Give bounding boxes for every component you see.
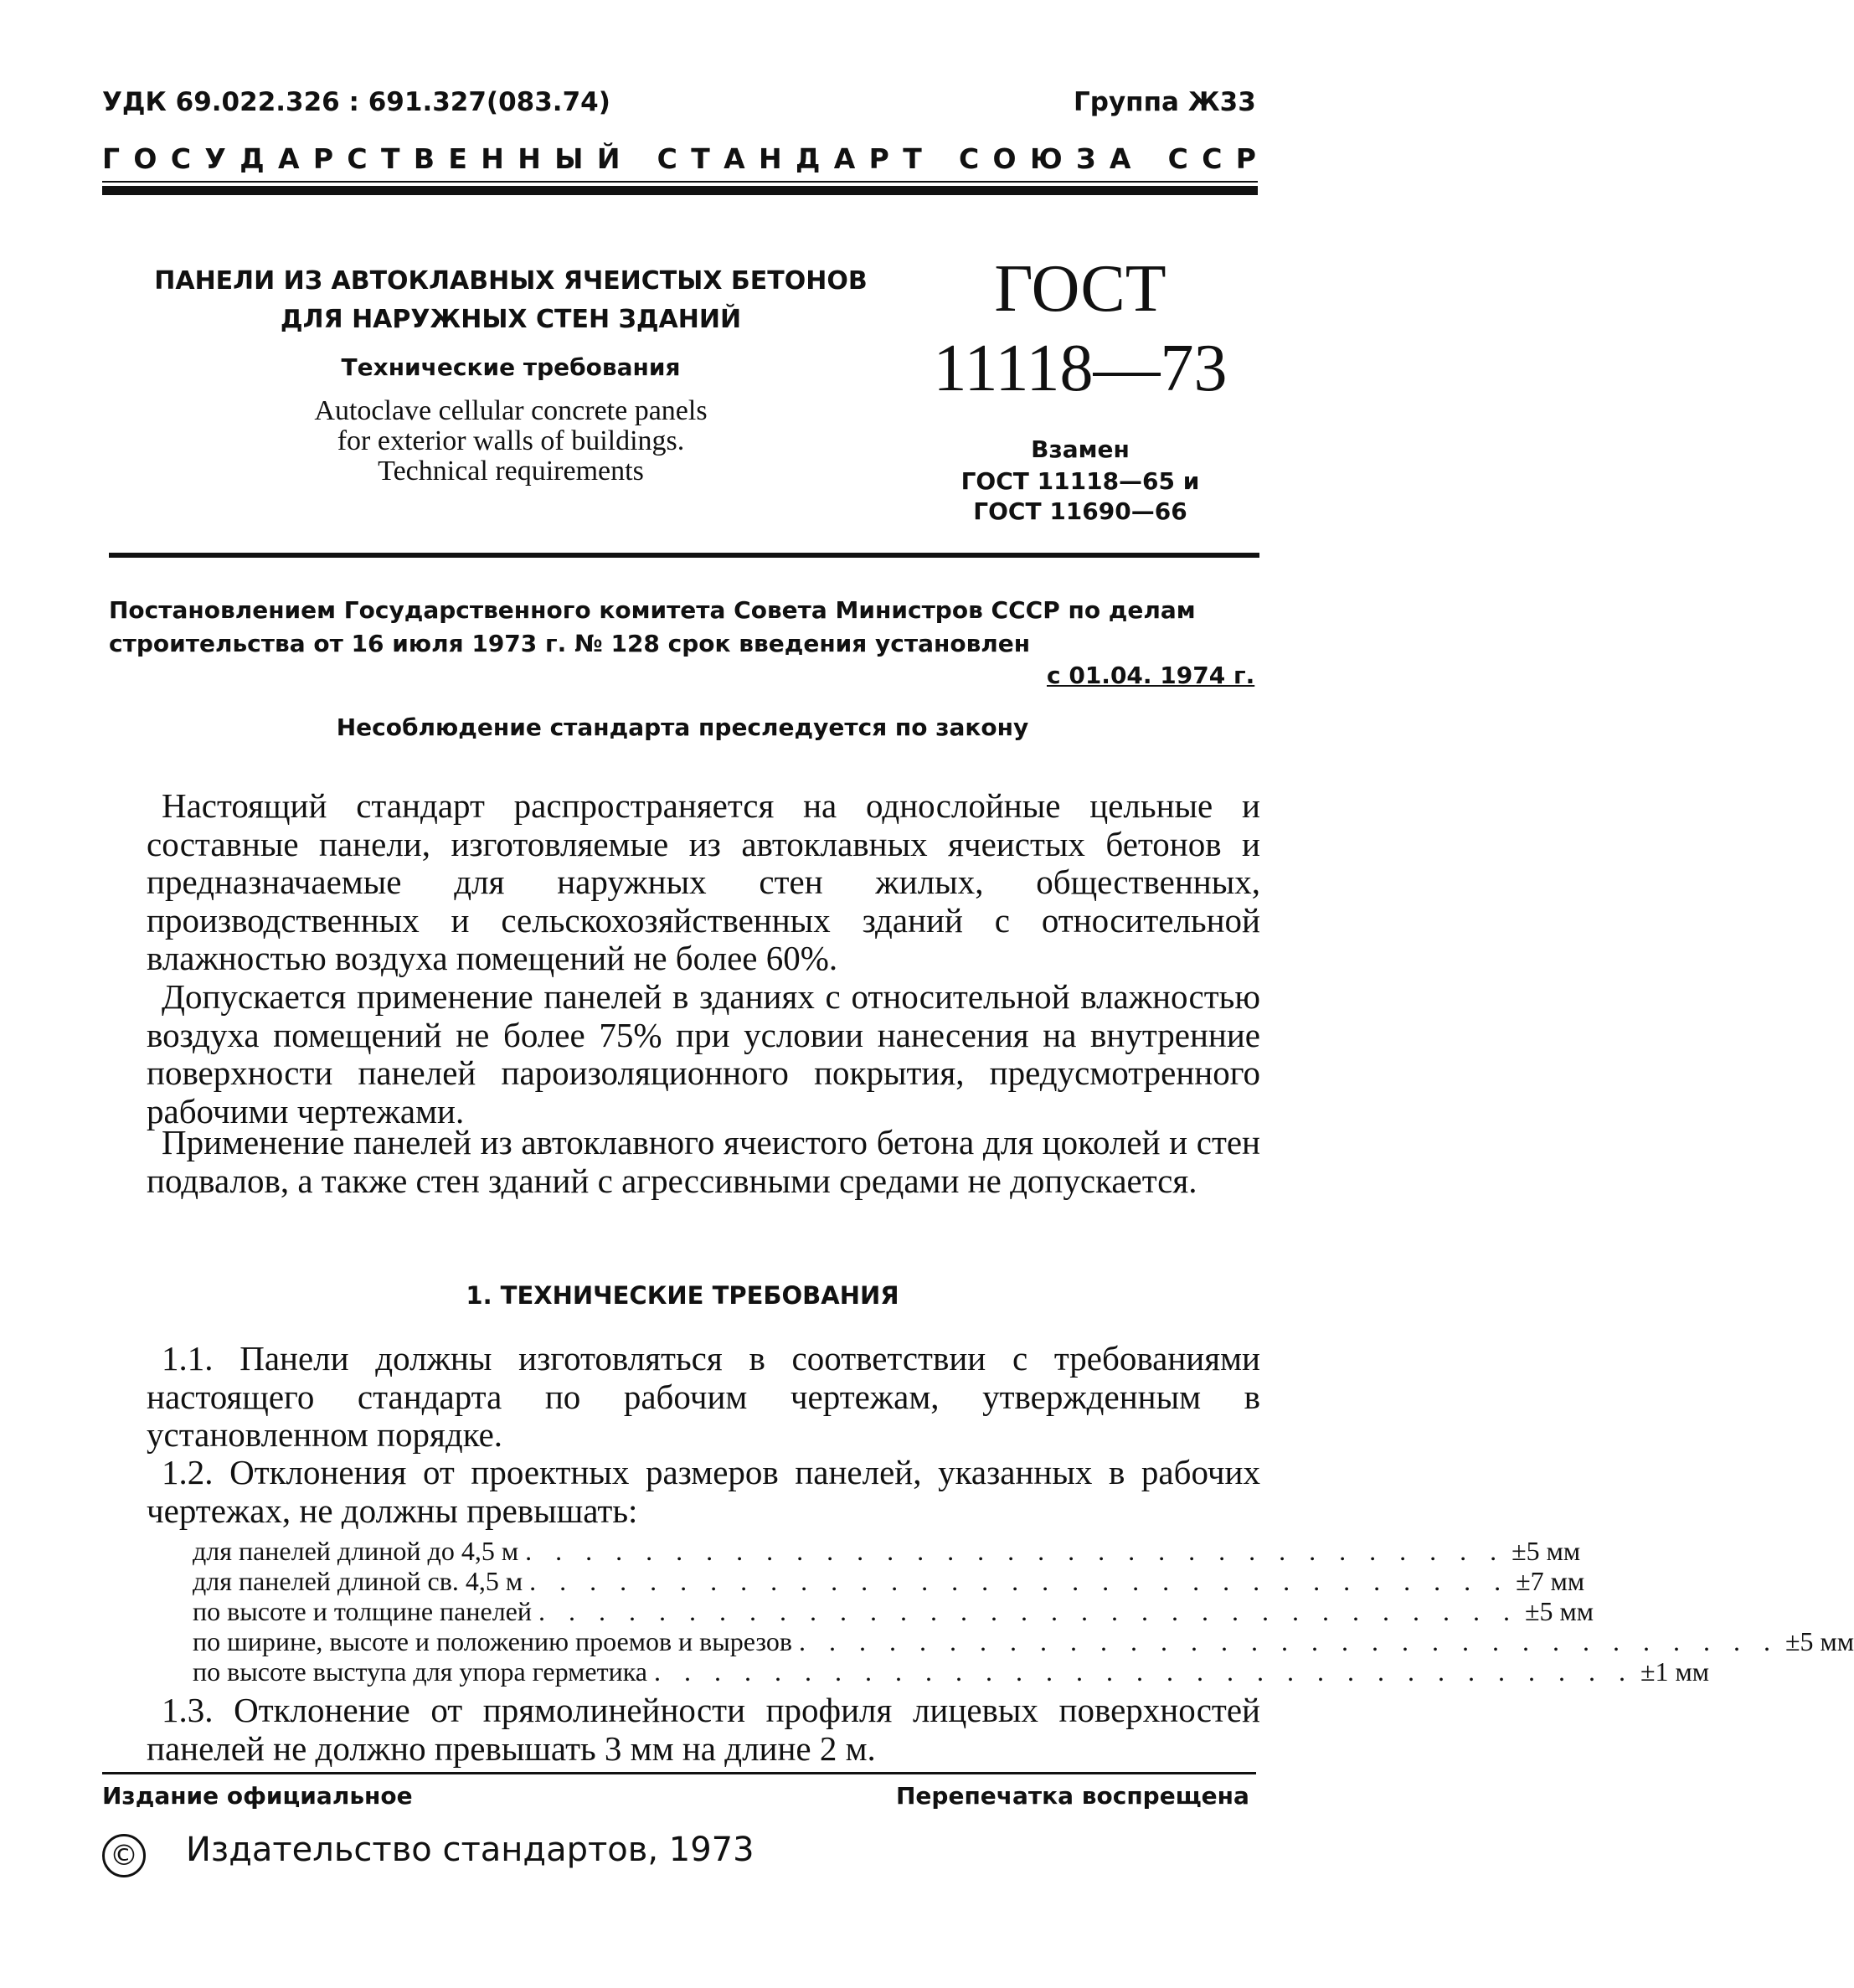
replaces-standard-2: ГОСТ 11690—66	[973, 497, 1187, 525]
decree-line-2: строительства от 16 июля 1973 г. № 128 срок введения установлен	[109, 630, 1031, 657]
tolerance-label: по ширине, высоте и положению проемов и вырезов	[193, 1626, 792, 1656]
footer-rule	[102, 1772, 1256, 1774]
banner-letter: О	[133, 142, 157, 175]
banner-letter: О	[992, 142, 1017, 175]
title-en-line-3: Technical requirements	[378, 456, 644, 487]
banner-letter: Ю	[1029, 142, 1063, 175]
tolerance-row	[193, 1596, 1594, 1626]
tolerance-row	[193, 1566, 1585, 1596]
banner-letter: С	[170, 142, 192, 175]
decree-line-1: Постановлением Государственного комитета Совета Министров СССР по делам	[109, 596, 1196, 624]
banner-letter: Н	[481, 142, 504, 175]
leader-dots: . . . . . . . . . . . . . . . . . . . . . . . . . . . . . . . . .	[653, 1656, 1634, 1687]
title-line-2: ДЛЯ НАРУЖНЫХ СТЕН ЗДАНИЙ	[280, 305, 742, 334]
banner-letter: Т	[691, 142, 710, 175]
replaces-label: Взамен	[1031, 435, 1130, 463]
banner-letter: В	[413, 142, 435, 175]
tolerance-label: по высоте выступа для упора герметика	[193, 1656, 647, 1687]
tolerance-value: ±1 мм	[1640, 1656, 1710, 1687]
banner-letter: С	[657, 142, 677, 175]
banner-letter: Г	[102, 142, 121, 175]
header-rule-thin	[102, 181, 1258, 183]
banner-letter: С	[347, 142, 368, 175]
banner-letter: Р	[312, 142, 334, 175]
tolerance-row	[193, 1656, 1710, 1687]
intro-paragraph-2: Допускается применение панелей в зданиях с относительной влажностью воздуха помещений не более 75% при условии нанесения на внутренние поверхности панелей пароизоляционного покрытия, предусмотренного рабочими чертежами.	[147, 977, 1260, 1130]
banner-letter: Е	[448, 142, 467, 175]
gost-label: ГОСТ	[994, 252, 1166, 326]
publisher-line: Издательство стандартов, 1973	[186, 1831, 754, 1869]
copyright-symbol: ©	[110, 1839, 138, 1872]
state-standard-banner	[102, 142, 1256, 175]
group-code: Группа Ж33	[1074, 87, 1256, 117]
clause-1-3: 1.3. Отклонение от прямолинейности профиля лицевых поверхностей панелей не должно превышать 3 мм на длине 2 м.	[147, 1691, 1260, 1768]
tolerance-value: ±5 мм	[1784, 1626, 1854, 1656]
clause-1-1: 1.1. Панели должны изготовляться в соответствии с требованиями настоящего стандарта по рабочим чертежам, утвержденным в установленном порядке.	[147, 1339, 1260, 1454]
banner-letter: Д	[796, 142, 821, 175]
banner-letter: А	[833, 142, 856, 175]
gost-number: 11118—73	[933, 332, 1228, 405]
official-edition-note: Издание официальное	[102, 1782, 413, 1810]
banner-letter: Р	[868, 142, 889, 175]
title-en-line-1: Autoclave cellular concrete panels	[314, 395, 708, 426]
legal-warning: Несоблюдение стандарта преследуется по закону	[336, 713, 1029, 741]
title-rule	[109, 553, 1259, 558]
banner-letter: С	[958, 142, 980, 175]
tolerance-row	[193, 1626, 1854, 1656]
leader-dots: . . . . . . . . . . . . . . . . . . . . . . . . . . . . . . . . .	[525, 1536, 1506, 1566]
intro-paragraph-3: Применение панелей из автоклавного ячеистого бетона для цоколей и стен подвалов, а также стен зданий с агрессивными средами не допускается.	[147, 1123, 1260, 1200]
tolerance-label: по высоте и толщине панелей	[193, 1596, 532, 1626]
leader-dots: . . . . . . . . . . . . . . . . . . . . . . . . . . . . . . . . .	[538, 1596, 1518, 1626]
copyright-icon	[102, 1834, 146, 1877]
banner-letter: З	[1076, 142, 1096, 175]
banner-letter: Т	[903, 142, 922, 175]
banner-letter: С	[1167, 142, 1188, 175]
title-subtitle: Технические требования	[341, 353, 681, 381]
replaces-standard-1: ГОСТ 11118—65 и	[960, 467, 1200, 495]
reprint-prohibited-note: Перепечатка воспрещена	[896, 1782, 1249, 1810]
banner-letter: Р	[1235, 142, 1256, 175]
header-rule-thick	[102, 186, 1258, 195]
leader-dots: . . . . . . . . . . . . . . . . . . . . . . . . . . . . . . . . .	[529, 1566, 1510, 1596]
effective-date: с 01.04. 1974 г.	[1047, 662, 1255, 689]
tolerance-value: ±5 мм	[1524, 1596, 1594, 1626]
tolerance-label: для панелей длиной до 4,5 м	[193, 1536, 519, 1566]
udk-code: УДК 69.022.326 : 691.327(083.74)	[102, 87, 610, 117]
tolerance-label: для панелей длиной св. 4,5 м	[193, 1566, 523, 1596]
intro-paragraph-1: Настоящий стандарт распространяется на однослойные цельные и составные панели, изготовляемые из автоклавных ячеистых бетонов и предназначаемые для наружных стен жилых, общественных, производственных и сельскохозяйственных зданий с относительной влажностью воздуха помещений не более 60%.	[147, 786, 1260, 977]
banner-letter: А	[277, 142, 300, 175]
title-line-1: ПАНЕЛИ ИЗ АВТОКЛАВНЫХ ЯЧЕИСТЫХ БЕТОНОВ	[154, 266, 868, 296]
banner-letter: Ы	[554, 142, 584, 175]
tolerance-row	[193, 1536, 1581, 1566]
banner-letter: Й	[596, 142, 621, 175]
banner-letter: Н	[518, 142, 541, 175]
banner-letter: Н	[759, 142, 782, 175]
tolerance-value: ±5 мм	[1512, 1536, 1581, 1566]
banner-letter	[1145, 142, 1155, 175]
banner-letter: Д	[239, 142, 265, 175]
banner-letter: Т	[380, 142, 400, 175]
leader-dots: . . . . . . . . . . . . . . . . . . . . . . . . . . . . . . . . .	[798, 1626, 1779, 1656]
banner-letter: С	[1202, 142, 1223, 175]
title-en-line-2: for exterior walls of buildings.	[337, 425, 685, 456]
banner-letter: А	[724, 142, 745, 175]
banner-letter: А	[1109, 142, 1131, 175]
clause-1-2: 1.2. Отклонения от проектных размеров панелей, указанных в рабочих чертежах, не должны превышать:	[147, 1453, 1260, 1530]
banner-letter	[634, 142, 644, 175]
banner-letter	[935, 142, 945, 175]
section-heading: 1. ТЕХНИЧЕСКИЕ ТРЕБОВАНИЯ	[466, 1281, 899, 1310]
tolerance-value: ±7 мм	[1516, 1566, 1585, 1596]
banner-letter: У	[204, 142, 226, 175]
